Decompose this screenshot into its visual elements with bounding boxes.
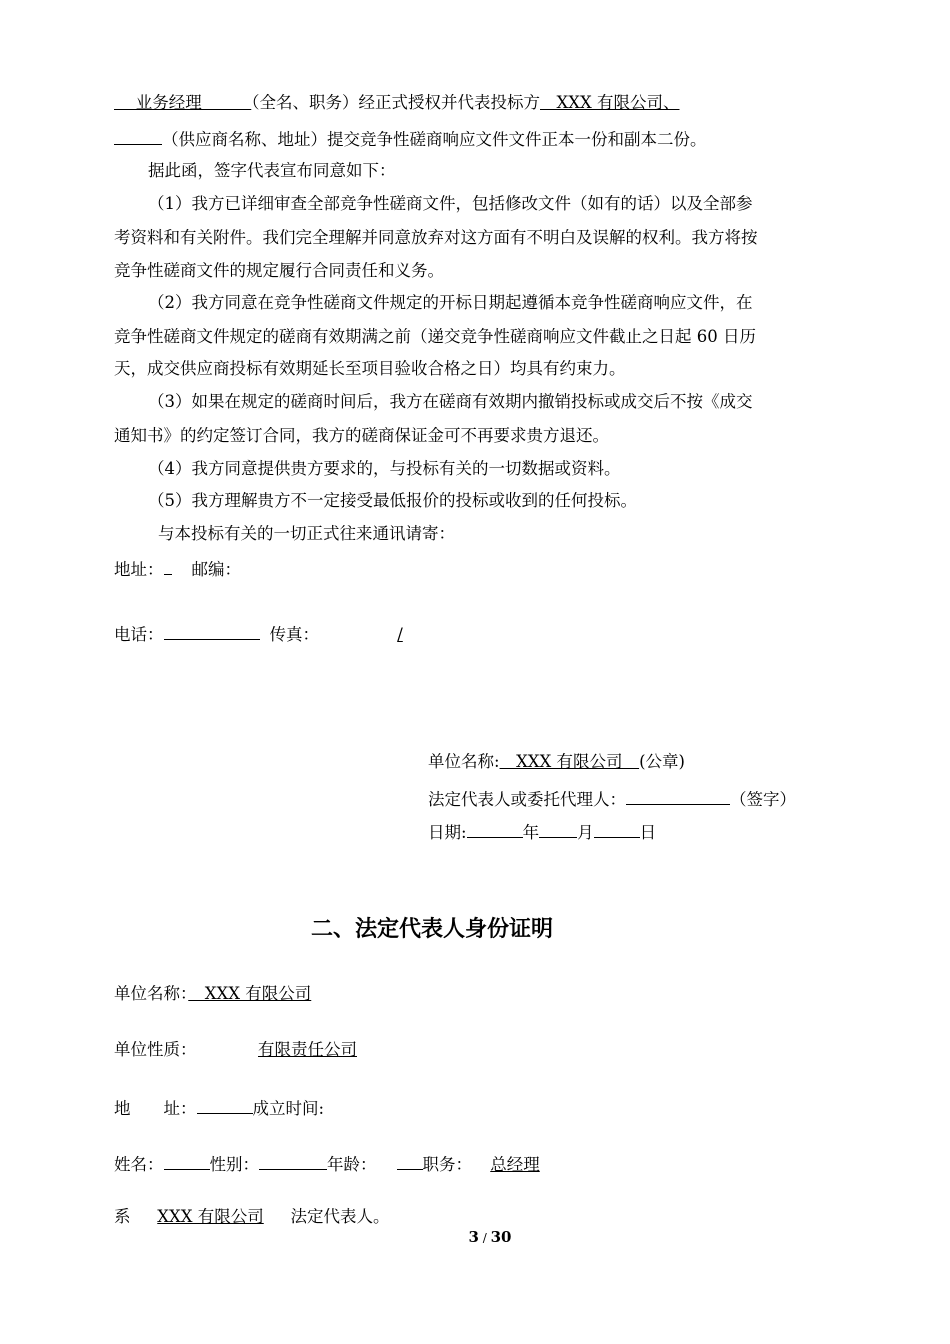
cert-address: 地 址： 成立时间: <box>114 1095 324 1120</box>
clause-4: （4）我方同意提供贵方要求的，与投标有关的一切数据或资料。 <box>148 459 621 478</box>
clause-1-line-2: 考资料和有关附件。我们完全理解并同意放弃对这方面有不明白及误解的权利。我方将按 <box>114 228 758 247</box>
clause-2-line-2: 竞争性磋商文件规定的磋商有效期满之前（递交竞争性磋商响应文件截止之日起 60 日历 <box>114 327 756 346</box>
auth-line-2: （供应商名称、地址）提交竞争性磋商响应文件文件正本一份和副本二份。 <box>114 126 707 151</box>
cert-unit-nature: 单位性质： 有限责任公司 <box>114 1040 357 1059</box>
year-field <box>467 819 523 838</box>
unit-name-value: XXX 有限公司 <box>499 752 640 771</box>
clause-1-line-3: 竞争性磋商文件的规定履行合同责任和义务。 <box>114 261 444 280</box>
month-field <box>539 819 577 838</box>
auth-line-1: 业务经理 （全名、职务）经正式授权并代表投标方 XXX 有限公司、 <box>114 93 680 112</box>
cert-statement: 系 XXX 有限公司 法定代表人。 <box>114 1207 390 1226</box>
legal-rep-field <box>626 786 730 805</box>
clause-2-line-3: 天，成交供应商投标有效期延长至项目验收合格之日）均具有约束力。 <box>114 359 626 378</box>
phone-field <box>164 621 260 640</box>
phone-fax-line: 电话： 传真： / <box>114 621 481 646</box>
name-field <box>164 1151 210 1170</box>
bidder-company: XXX 有限公司、 <box>540 93 680 112</box>
cert-address-field <box>197 1095 253 1114</box>
declaration-intro: 据此函，签字代表宣布同意如下： <box>148 161 396 180</box>
clause-1-line-1: （1）我方已详细审查全部竞争性磋商文件，包括修改文件（如有的话）以及全部参 <box>148 194 753 213</box>
clause-5: （5）我方理解贵方不一定接受最低报价的投标或收到的任何投标。 <box>148 491 637 510</box>
legal-rep-line: 法定代表人或委托代理人： （签字） <box>428 786 796 811</box>
unit-name-line: 单位名称: XXX 有限公司 (公章) <box>428 752 685 771</box>
fax-field: / <box>397 625 403 644</box>
contact-intro: 与本投标有关的一切正式往来通讯请寄： <box>158 524 455 543</box>
day-field <box>594 819 640 838</box>
address-field <box>164 556 172 575</box>
date-line: 日期: 年 月 日 <box>428 819 656 844</box>
clause-3-line-2: 通知书》的约定签订合同，我方的磋商保证金可不再要求贵方退还。 <box>114 426 609 445</box>
clause-3-line-1: （3）如果在规定的磋商时间后，我方在磋商有效期内撤销投标或成交后不按《成交 <box>148 392 753 411</box>
blank-field <box>114 126 162 145</box>
clause-2-line-1: （2）我方同意在竞争性磋商文件规定的开标日期起遵循本竞争性磋商响应文件，在 <box>148 293 753 312</box>
age-field <box>397 1151 423 1170</box>
page-number: 3 / 30 <box>468 1228 512 1246</box>
cert-unit-name: 单位名称： XXX 有限公司 <box>114 984 312 1003</box>
signer-title: 业务经理 <box>114 93 252 112</box>
cert-person-line: 姓名： 性别： 年龄： 职务： 总经理 <box>114 1151 558 1176</box>
section-title: 二、法定代表人身份证明 <box>310 917 553 942</box>
gender-field <box>259 1151 327 1170</box>
address-line: 地址： 邮编： <box>114 556 241 581</box>
